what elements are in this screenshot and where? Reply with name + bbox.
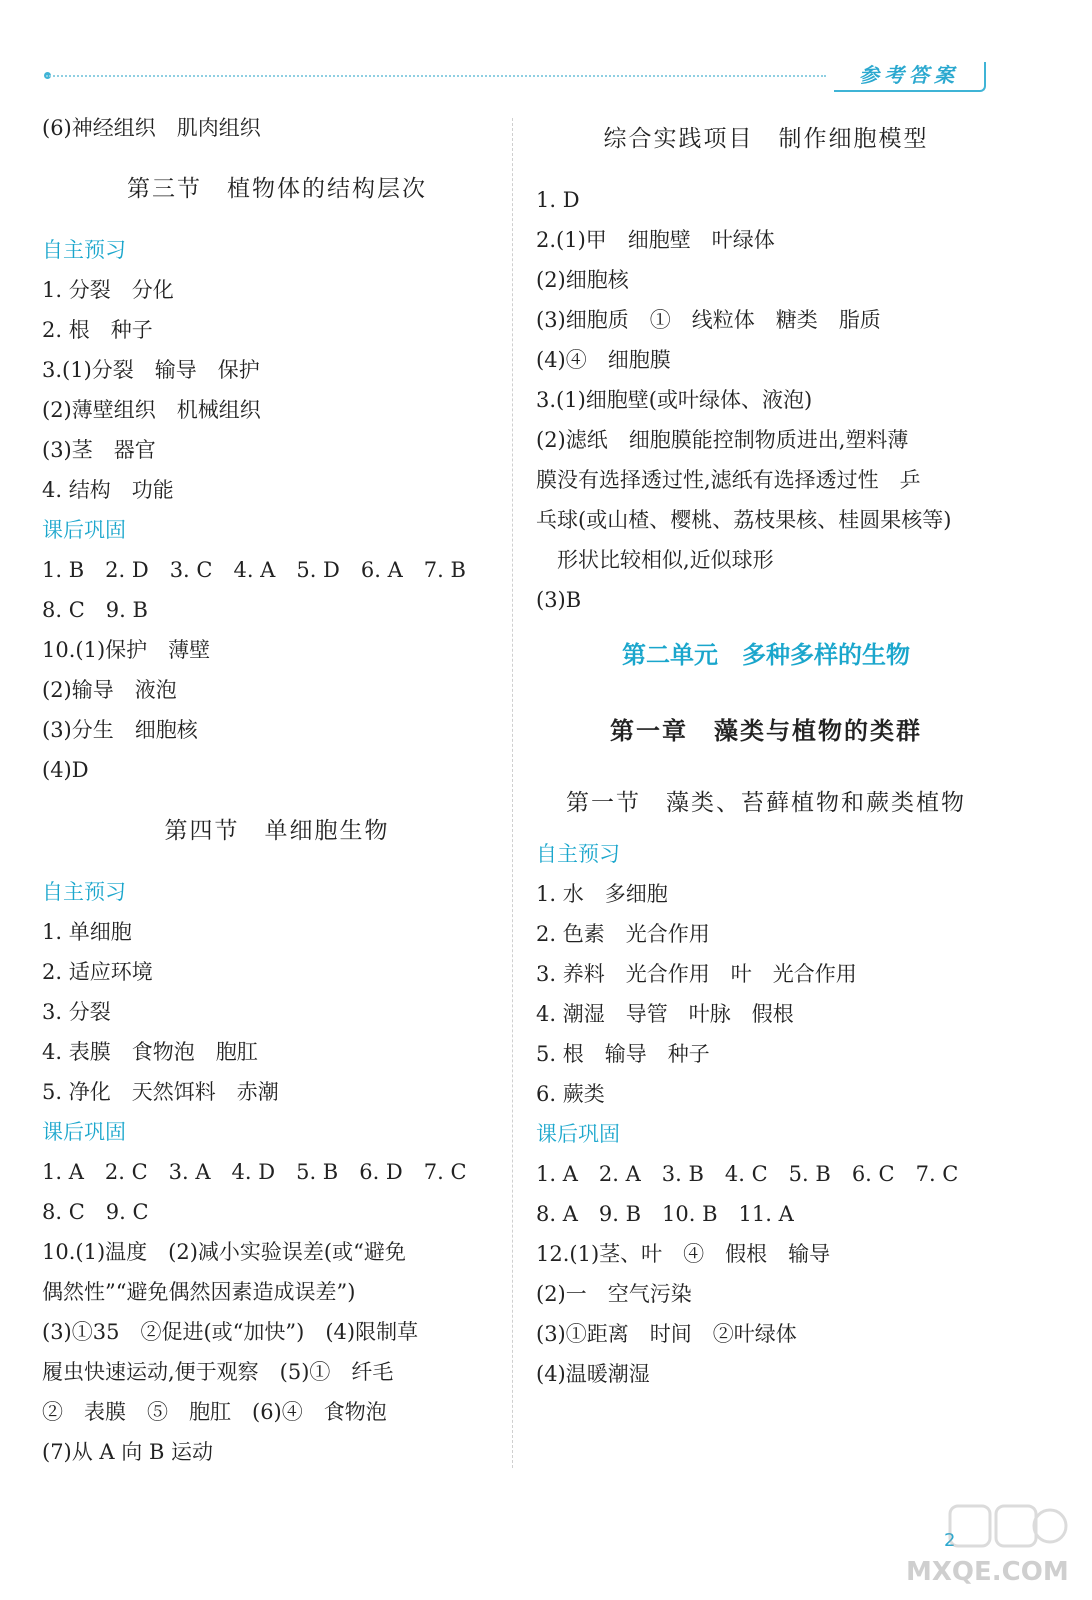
- answer-line: 1. A 2. A 3. B 4. C 5. B 6. C 7. C: [536, 1162, 959, 1186]
- subheading-review: 课后巩固: [42, 1120, 126, 1144]
- right-column: [536, 108, 996, 1394]
- answer-line: (3)细胞质 ① 线粒体 糖类 脂质: [536, 308, 881, 332]
- answer-line: (3)①距离 时间 ②叶绿体: [536, 1322, 797, 1346]
- subheading-preview: 自主预习: [536, 842, 620, 866]
- answer-line: 8. C 9. B: [42, 598, 148, 622]
- column-divider: [512, 118, 513, 1468]
- watermark-logo: [900, 1500, 1070, 1590]
- subheading-preview: 自主预习: [42, 238, 126, 262]
- answer-line: (2)输导 液泡: [42, 678, 177, 702]
- answer-line: 1. D: [536, 188, 580, 212]
- answer-line: (4)温暖潮湿: [536, 1362, 650, 1386]
- section-title-1: 第一节 藻类、苔藓植物和蕨类植物: [566, 790, 966, 816]
- answer-line: (3)分生 细胞核: [42, 718, 198, 742]
- answer-line: 1. 单细胞: [42, 920, 132, 944]
- answer-line: 4. 结构 功能: [42, 478, 174, 502]
- answer-line: 8. A 9. B 10. B 11. A: [536, 1202, 794, 1226]
- answer-line: 3.(1)细胞壁(或叶绿体、液泡): [536, 388, 813, 412]
- subheading-review: 课后巩固: [536, 1122, 620, 1146]
- answer-line: 3. 分裂: [42, 1000, 111, 1024]
- answer-line: 10.(1)温度 (2)减小实验误差(或“避免: [42, 1240, 406, 1264]
- answer-line: (2)薄壁组织 机械组织: [42, 398, 261, 422]
- left-column: [42, 108, 512, 1472]
- answer-line: (7)从 A 向 B 运动: [42, 1440, 214, 1464]
- section-title-3: 第三节 植物体的结构层次: [127, 176, 427, 202]
- answer-line: (3)茎 器官: [42, 438, 156, 462]
- answer-line: 1. 分裂 分化: [42, 278, 174, 302]
- subheading-review: 课后巩固: [42, 518, 126, 542]
- answer-line: 履虫快速运动,便于观察 (5)① 纤毛: [42, 1360, 394, 1384]
- answer-line: 8. C 9. C: [42, 1200, 149, 1224]
- answer-line: 1. B 2. D 3. C 4. A 5. D 6. A 7. B: [42, 558, 466, 582]
- answer-line: (4)④ 细胞膜: [536, 348, 671, 372]
- answer-line: 1. A 2. C 3. A 4. D 5. B 6. D 7. C: [42, 1160, 467, 1184]
- chapter-title: 第一章 藻类与植物的类群: [610, 717, 922, 745]
- subheading-preview: 自主预习: [42, 880, 126, 904]
- project-title: 综合实践项目 制作细胞模型: [603, 126, 929, 152]
- page-number: 2: [944, 1530, 956, 1551]
- unit-title: 第二单元 多种多样的生物: [622, 641, 910, 669]
- header-dotted-rule: [46, 75, 826, 77]
- section-title-4: 第四节 单细胞生物: [164, 818, 390, 844]
- watermark-text: MXQE.COM: [906, 1557, 1069, 1587]
- header-answer-tag: 参考答案: [834, 62, 986, 92]
- answer-line: 4. 潮湿 导管 叶脉 假根: [536, 1002, 794, 1026]
- answer-line: ② 表膜 ⑤ 胞肛 (6)④ 食物泡: [42, 1400, 387, 1424]
- answer-line: 6. 蕨类: [536, 1082, 605, 1106]
- answer-line: 2. 适应环境: [42, 960, 153, 984]
- answer-line: 3.(1)分裂 输导 保护: [42, 358, 260, 382]
- answer-line: (2)细胞核: [536, 268, 629, 292]
- answer-line: 偶然性”“避免偶然因素造成误差”): [42, 1280, 356, 1304]
- answer-line: (3)B: [536, 588, 582, 612]
- answer-line: 2.(1)甲 细胞壁 叶绿体: [536, 228, 775, 252]
- answer-line: 4. 表膜 食物泡 胞肛: [42, 1040, 258, 1064]
- answer-line: (4)D: [42, 758, 89, 782]
- answer-line: 1. 水 多细胞: [536, 882, 668, 906]
- answer-line: 5. 净化 天然饵料 赤潮: [42, 1080, 279, 1104]
- answer-line: 12.(1)茎、叶 ④ 假根 输导: [536, 1242, 831, 1266]
- answer-line: (3)①35 ②促进(或“加快”) (4)限制草: [42, 1320, 419, 1344]
- answer-line: 膜没有选择透过性,滤纸有选择透过性 乒: [536, 468, 921, 492]
- answer-line: 5. 根 输导 种子: [536, 1042, 710, 1066]
- answer-line: 10.(1)保护 薄壁: [42, 638, 211, 662]
- answer-line: (2)滤纸 细胞膜能控制物质进出,塑料薄: [536, 428, 909, 452]
- answer-line: 2. 色素 光合作用: [536, 922, 710, 946]
- answer-line: 2. 根 种子: [42, 318, 153, 342]
- answer-line: 3. 养料 光合作用 叶 光合作用: [536, 962, 857, 986]
- answer-line: 乓球(或山楂、樱桃、荔枝果核、桂圆果核等): [536, 508, 952, 532]
- answer-line: (2)一 空气污染: [536, 1282, 692, 1306]
- answer-line: (6)神经组织 肌肉组织: [42, 116, 261, 140]
- answer-line: 形状比较相似,近似球形: [536, 548, 774, 572]
